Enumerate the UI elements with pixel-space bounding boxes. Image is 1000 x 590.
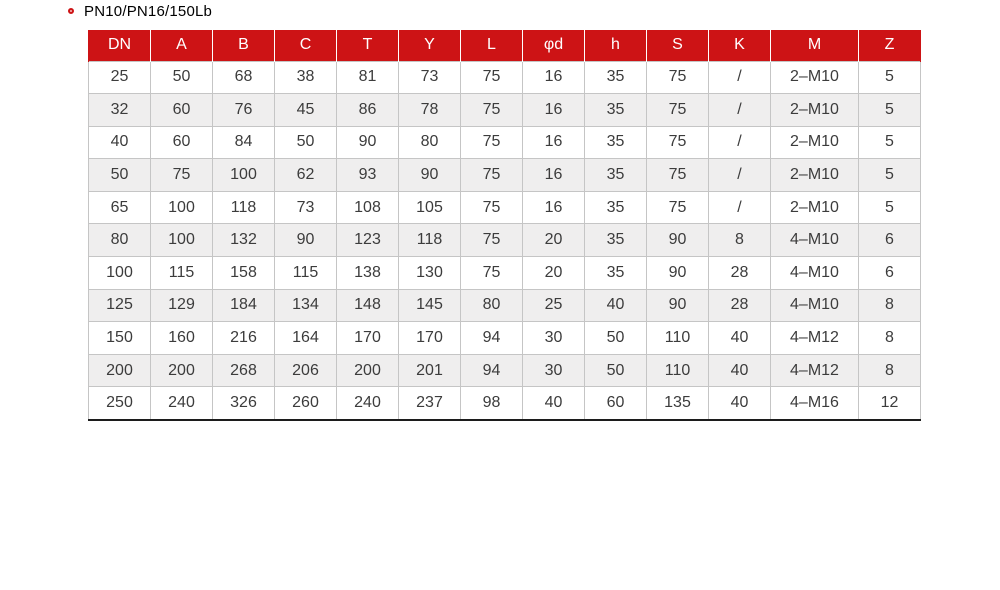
table-cell: 50 (151, 61, 213, 94)
table-cell: 201 (399, 354, 461, 387)
column-header: K (709, 30, 771, 61)
table-cell: 38 (275, 61, 337, 94)
table-cell: 4–M10 (771, 289, 859, 322)
table-cell: 86 (337, 94, 399, 127)
table-cell: / (709, 159, 771, 192)
table-cell: 35 (585, 191, 647, 224)
table-cell: 40 (89, 126, 151, 159)
table-cell: 73 (399, 61, 461, 94)
table-cell: 135 (647, 387, 709, 420)
table-cell: 100 (151, 191, 213, 224)
table-cell: 80 (399, 126, 461, 159)
table-cell: 16 (523, 61, 585, 94)
table-cell: 100 (151, 224, 213, 257)
table-cell: 118 (213, 191, 275, 224)
table-cell: 90 (647, 257, 709, 290)
table-cell: 125 (89, 289, 151, 322)
table-cell: 90 (275, 224, 337, 257)
table-cell: 132 (213, 224, 275, 257)
table-cell: 6 (859, 257, 921, 290)
table-cell: 35 (585, 126, 647, 159)
table-cell: 158 (213, 257, 275, 290)
table-row (89, 191, 921, 224)
table-cell: 8 (859, 289, 921, 322)
table-cell: 105 (399, 191, 461, 224)
table-cell: 75 (461, 61, 523, 94)
table-cell: 118 (399, 224, 461, 257)
table-cell: 134 (275, 289, 337, 322)
table-cell: 90 (337, 126, 399, 159)
table-cell: 108 (337, 191, 399, 224)
section-title-row (68, 1, 212, 21)
table-cell: 90 (399, 159, 461, 192)
table-cell: 4–M16 (771, 387, 859, 420)
table-row (89, 224, 921, 257)
table-cell: 75 (647, 126, 709, 159)
table-cell: 2–M10 (771, 61, 859, 94)
table-cell: 200 (337, 354, 399, 387)
table-cell: 32 (89, 94, 151, 127)
table-cell: 2–M10 (771, 94, 859, 127)
column-header: h (585, 30, 647, 61)
table-cell: 50 (585, 322, 647, 355)
table-cell: 60 (585, 387, 647, 420)
table-cell: 28 (709, 289, 771, 322)
table-cell: / (709, 94, 771, 127)
table-cell: 20 (523, 257, 585, 290)
table-cell: 35 (585, 159, 647, 192)
table-cell: 28 (709, 257, 771, 290)
table-cell: 184 (213, 289, 275, 322)
table-cell: / (709, 61, 771, 94)
table-body (89, 61, 921, 420)
table-cell: 2–M10 (771, 191, 859, 224)
table-cell: 268 (213, 354, 275, 387)
table-cell: 260 (275, 387, 337, 420)
table-cell: 129 (151, 289, 213, 322)
table-cell: / (709, 191, 771, 224)
table-cell: 4–M12 (771, 322, 859, 355)
table-cell: 115 (275, 257, 337, 290)
table-cell: 110 (647, 322, 709, 355)
table-cell: 130 (399, 257, 461, 290)
column-header: C (275, 30, 337, 61)
table-cell: 16 (523, 126, 585, 159)
table-cell: 90 (647, 289, 709, 322)
table-cell: 25 (89, 61, 151, 94)
table-cell: 25 (523, 289, 585, 322)
table-cell: 5 (859, 61, 921, 94)
table-cell: 200 (151, 354, 213, 387)
table-cell: 75 (647, 94, 709, 127)
table-cell: 110 (647, 354, 709, 387)
table-cell: 170 (337, 322, 399, 355)
table-cell: 138 (337, 257, 399, 290)
table-cell: 30 (523, 354, 585, 387)
table-cell: 60 (151, 94, 213, 127)
table-cell: 8 (709, 224, 771, 257)
table-cell: 75 (461, 257, 523, 290)
column-header: M (771, 30, 859, 61)
table-cell: 65 (89, 191, 151, 224)
column-header: Z (859, 30, 921, 61)
table-cell: 4–M12 (771, 354, 859, 387)
table-cell: 145 (399, 289, 461, 322)
table-cell: 40 (709, 387, 771, 420)
table-row (89, 387, 921, 420)
table-cell: 84 (213, 126, 275, 159)
table-cell: 68 (213, 61, 275, 94)
table-cell: 50 (275, 126, 337, 159)
table-cell: 80 (461, 289, 523, 322)
table-head (89, 30, 921, 61)
table-cell: 240 (337, 387, 399, 420)
table-cell: 75 (461, 126, 523, 159)
table-cell: 150 (89, 322, 151, 355)
column-header: DN (89, 30, 151, 61)
table-cell: 326 (213, 387, 275, 420)
table-header-row (89, 30, 921, 61)
table-cell: 20 (523, 224, 585, 257)
table-cell: 80 (89, 224, 151, 257)
table-cell: 75 (647, 159, 709, 192)
table-cell: 12 (859, 387, 921, 420)
table-cell: 5 (859, 94, 921, 127)
table-cell: 76 (213, 94, 275, 127)
table-row (89, 94, 921, 127)
table-cell: 5 (859, 126, 921, 159)
table-cell: 94 (461, 322, 523, 355)
table-cell: 4–M10 (771, 224, 859, 257)
table-cell: 40 (709, 354, 771, 387)
table-cell: 216 (213, 322, 275, 355)
table-cell: 45 (275, 94, 337, 127)
table-cell: 75 (647, 61, 709, 94)
table-cell: 78 (399, 94, 461, 127)
table-cell: 16 (523, 159, 585, 192)
table-cell: 200 (89, 354, 151, 387)
table-cell: 5 (859, 191, 921, 224)
table-cell: 123 (337, 224, 399, 257)
table-cell: 30 (523, 322, 585, 355)
table-row (89, 159, 921, 192)
dimension-table (88, 30, 921, 421)
table-cell: 93 (337, 159, 399, 192)
table-cell: 115 (151, 257, 213, 290)
table-cell: 148 (337, 289, 399, 322)
table-cell: 4–M10 (771, 257, 859, 290)
table-cell: 50 (585, 354, 647, 387)
table-row (89, 126, 921, 159)
table-cell: / (709, 126, 771, 159)
table-row (89, 322, 921, 355)
table-cell: 75 (461, 191, 523, 224)
table-cell: 81 (337, 61, 399, 94)
table-cell: 16 (523, 191, 585, 224)
table-cell: 75 (461, 159, 523, 192)
table-cell: 35 (585, 94, 647, 127)
table-cell: 170 (399, 322, 461, 355)
table-cell: 237 (399, 387, 461, 420)
table-row (89, 61, 921, 94)
table-cell: 8 (859, 354, 921, 387)
table-cell: 240 (151, 387, 213, 420)
table-cell: 8 (859, 322, 921, 355)
table-cell: 75 (151, 159, 213, 192)
page-title: PN10/PN16/150Lb (84, 2, 213, 20)
table-cell: 40 (709, 322, 771, 355)
table-row (89, 257, 921, 290)
table-cell: 60 (151, 126, 213, 159)
table-cell: 75 (647, 191, 709, 224)
table-cell: 98 (461, 387, 523, 420)
table-cell: 62 (275, 159, 337, 192)
table-cell: 2–M10 (771, 159, 859, 192)
table-cell: 6 (859, 224, 921, 257)
table-cell: 90 (647, 224, 709, 257)
table-cell: 2–M10 (771, 126, 859, 159)
column-header: L (461, 30, 523, 61)
column-header: S (647, 30, 709, 61)
column-header: φd (523, 30, 585, 61)
table-cell: 40 (585, 289, 647, 322)
table-cell: 250 (89, 387, 151, 420)
table-row (89, 354, 921, 387)
table-cell: 75 (461, 224, 523, 257)
column-header: A (151, 30, 213, 61)
table-cell: 94 (461, 354, 523, 387)
table-cell: 160 (151, 322, 213, 355)
table-row (89, 289, 921, 322)
table-cell: 16 (523, 94, 585, 127)
column-header: B (213, 30, 275, 61)
table-cell: 75 (461, 94, 523, 127)
ring-bullet-icon (68, 8, 74, 14)
table-cell: 40 (523, 387, 585, 420)
column-header: Y (399, 30, 461, 61)
table-cell: 35 (585, 257, 647, 290)
table-cell: 35 (585, 224, 647, 257)
table-cell: 73 (275, 191, 337, 224)
table-cell: 206 (275, 354, 337, 387)
table-cell: 5 (859, 159, 921, 192)
column-header: T (337, 30, 399, 61)
table-cell: 50 (89, 159, 151, 192)
table-cell: 100 (213, 159, 275, 192)
table-cell: 35 (585, 61, 647, 94)
table-cell: 100 (89, 257, 151, 290)
table-cell: 164 (275, 322, 337, 355)
